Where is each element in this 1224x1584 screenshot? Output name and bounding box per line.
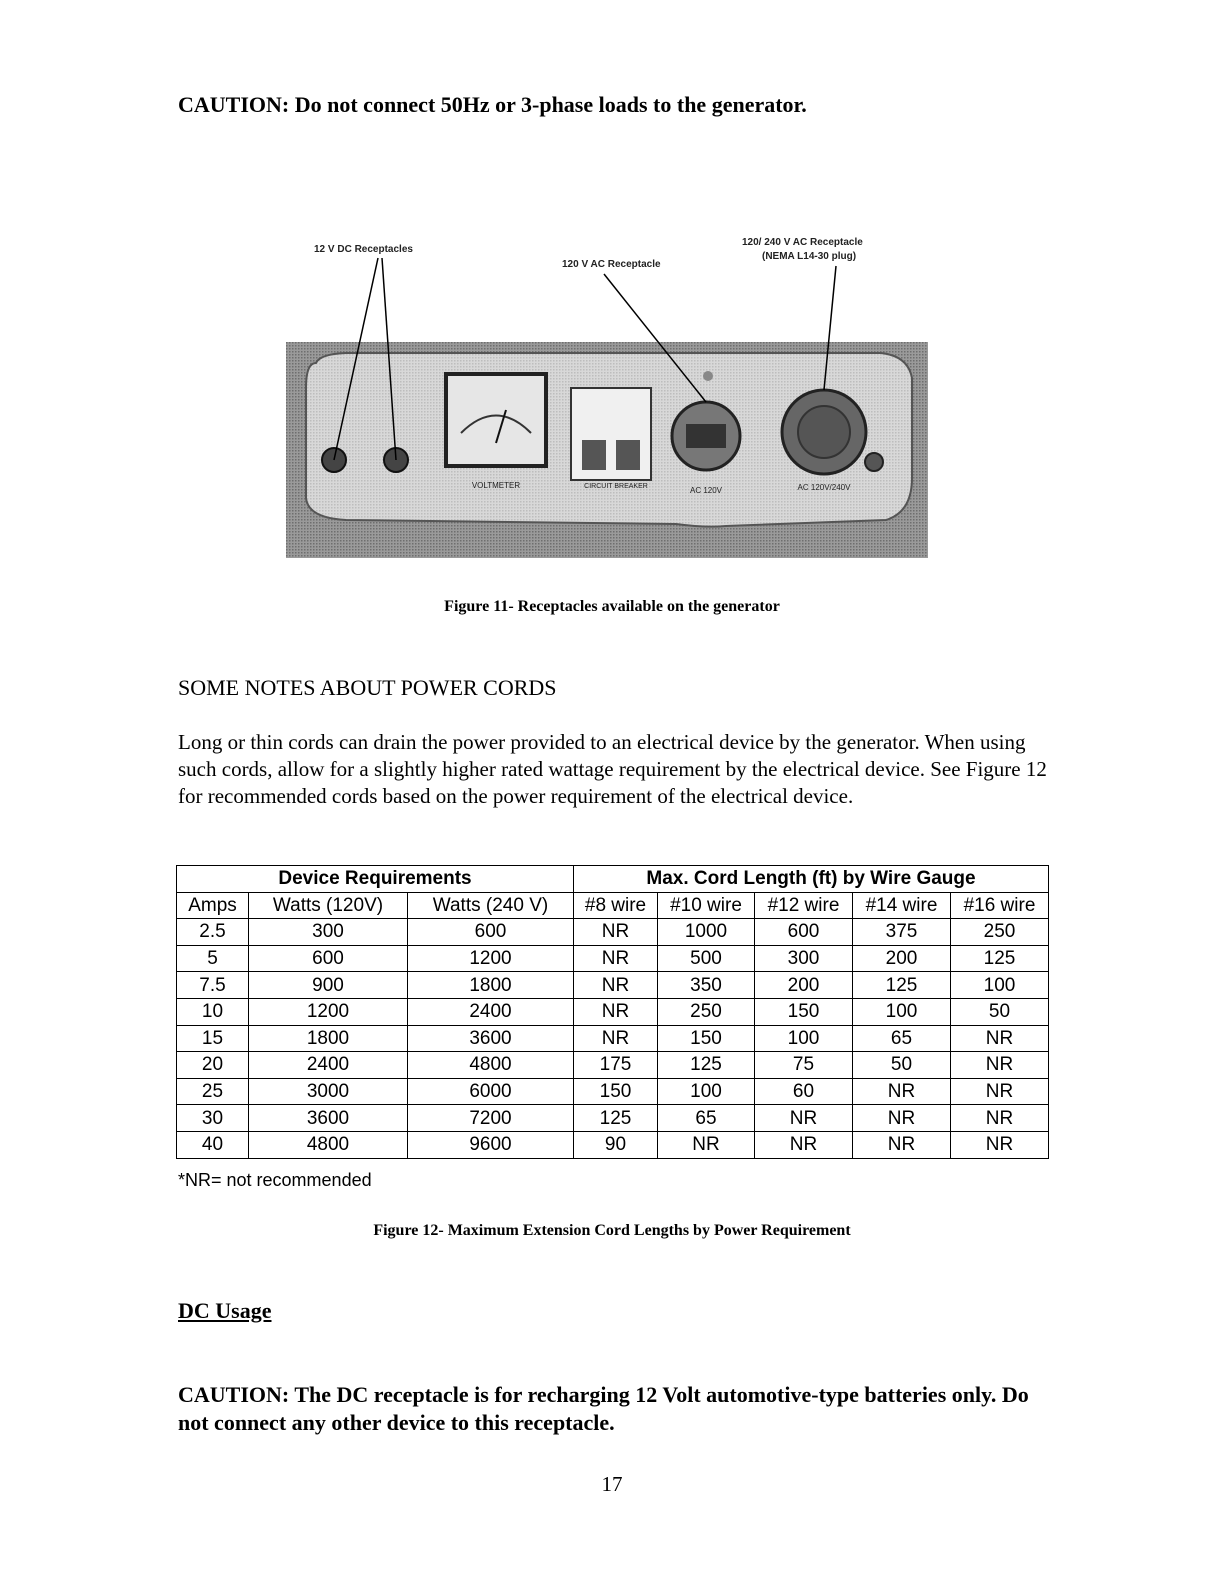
- table-cell: 100: [755, 1025, 853, 1052]
- table-cell: 300: [755, 945, 853, 972]
- table-cell: 90: [574, 1131, 658, 1158]
- table-cell: 6000: [408, 1078, 574, 1105]
- table-cell: 65: [658, 1105, 755, 1132]
- table-cell: NR: [574, 919, 658, 946]
- cord-length-table: [176, 865, 1049, 1159]
- table-cell: 3600: [249, 1105, 408, 1132]
- table-cell: 30: [177, 1105, 249, 1132]
- table-cell: 5: [177, 945, 249, 972]
- table-cell: 7.5: [177, 972, 249, 999]
- table-row: [177, 1105, 1049, 1132]
- table-cell: 10: [177, 998, 249, 1025]
- table-cell: 4800: [408, 1052, 574, 1079]
- table-cell: 1200: [408, 945, 574, 972]
- column-header: #16 wire: [951, 892, 1049, 919]
- table-cell: 175: [574, 1052, 658, 1079]
- table-cell: NR: [574, 972, 658, 999]
- table-cell: 7200: [408, 1105, 574, 1132]
- table-cell: 375: [853, 919, 951, 946]
- table-cell: 100: [853, 998, 951, 1025]
- table-row: [177, 945, 1049, 972]
- group-header-cord-length: Max. Cord Length (ft) by Wire Gauge: [574, 866, 1049, 893]
- table-cell: 250: [658, 998, 755, 1025]
- table-cell: 50: [951, 998, 1049, 1025]
- callout-240v-ac-line1: 120/ 240 V AC Receptacle: [742, 237, 863, 248]
- table-cell: 4800: [249, 1131, 408, 1158]
- table-cell: 65: [853, 1025, 951, 1052]
- table-cell: 25: [177, 1078, 249, 1105]
- table-cell: 150: [755, 998, 853, 1025]
- group-header-device: Device Requirements: [177, 866, 574, 893]
- table-cell: 100: [658, 1078, 755, 1105]
- table-cell: 1800: [249, 1025, 408, 1052]
- table-cell: 125: [574, 1105, 658, 1132]
- table-cell: 60: [755, 1078, 853, 1105]
- figure-12-caption: Figure 12- Maximum Extension Cord Lengths by Power Requirement: [373, 1222, 851, 1239]
- column-header: Amps: [177, 892, 249, 919]
- table-cell: 2.5: [177, 919, 249, 946]
- table-cell: 1800: [408, 972, 574, 999]
- generator-panel-figure: [286, 228, 928, 558]
- caution-top: CAUTION: Do not connect 50Hz or 3-phase loads to the generator.: [178, 92, 807, 117]
- table-cell: 600: [408, 919, 574, 946]
- table-cell: 200: [853, 945, 951, 972]
- table-cell: NR: [574, 1025, 658, 1052]
- table-row: [177, 919, 1049, 946]
- table-cell: 1000: [658, 919, 755, 946]
- voltmeter-label: VOLTMETER: [471, 481, 521, 490]
- table-cell: 2400: [408, 998, 574, 1025]
- breaker-label: CIRCUIT BREAKER: [584, 483, 648, 490]
- table-cell: 125: [951, 945, 1049, 972]
- table-cell: NR: [951, 1131, 1049, 1158]
- table-row: [177, 1052, 1049, 1079]
- table-cell: 40: [177, 1131, 249, 1158]
- ac240-label: AC 120V/240V: [797, 483, 851, 492]
- table-cell: 15: [177, 1025, 249, 1052]
- table-cell: NR: [853, 1105, 951, 1132]
- dc-usage-heading: DC Usage: [178, 1298, 272, 1323]
- ac120-label: AC 120V: [689, 486, 723, 495]
- figure-11-caption: Figure 11- Receptacles available on the generator: [444, 598, 780, 615]
- table-cell: 9600: [408, 1131, 574, 1158]
- table-cell: NR: [574, 945, 658, 972]
- table-cell: 1200: [249, 998, 408, 1025]
- table-row: [177, 998, 1049, 1025]
- table-cell: NR: [951, 1025, 1049, 1052]
- callout-240v-ac-line2: (NEMA L14-30 plug): [762, 251, 857, 262]
- table-cell: NR: [951, 1052, 1049, 1079]
- table-cell: NR: [951, 1105, 1049, 1132]
- column-header: #10 wire: [658, 892, 755, 919]
- table-cell: 2400: [249, 1052, 408, 1079]
- table-row: [177, 1078, 1049, 1105]
- table-cell: 150: [658, 1025, 755, 1052]
- table-cell: NR: [853, 1131, 951, 1158]
- table-cell: 100: [951, 972, 1049, 999]
- table-cell: 75: [755, 1052, 853, 1079]
- table-cell: 350: [658, 972, 755, 999]
- table-cell: 125: [853, 972, 951, 999]
- table-cell: 3000: [249, 1078, 408, 1105]
- table-body: [177, 919, 1049, 1158]
- table-cell: 20: [177, 1052, 249, 1079]
- nr-footnote: *NR= not recommended: [178, 1170, 372, 1190]
- notes-paragraph: Long or thin cords can drain the power provided to an electrical device by the generator. When using such cords, allow for a slightly higher rated wattage requirement by the electrical device. See Figure 12 for recommended cords based on the power requirement of the electrical device.: [178, 730, 1047, 808]
- caution-bottom: CAUTION: The DC receptacle is for recharging 12 Volt automotive-type batteries only. Do not connect any other device to this receptacle.: [178, 1382, 1029, 1435]
- table-cell: 250: [951, 919, 1049, 946]
- notes-heading: SOME NOTES ABOUT POWER CORDS: [178, 675, 557, 700]
- table-row: [177, 1025, 1049, 1052]
- column-header: #14 wire: [853, 892, 951, 919]
- page-number: 17: [601, 1472, 623, 1496]
- column-header: #8 wire: [574, 892, 658, 919]
- table-cell: NR: [853, 1078, 951, 1105]
- table-cell: 3600: [408, 1025, 574, 1052]
- table-cell: 200: [755, 972, 853, 999]
- column-header: Watts (240 V): [408, 892, 574, 919]
- table-cell: 300: [249, 919, 408, 946]
- callout-120v-ac: 120 V AC Receptacle: [562, 259, 661, 270]
- table-cell: NR: [755, 1131, 853, 1158]
- table-cell: NR: [755, 1105, 853, 1132]
- table-cell: NR: [658, 1131, 755, 1158]
- table-row: [177, 1131, 1049, 1158]
- table-cell: 125: [658, 1052, 755, 1079]
- table-cell: 600: [249, 945, 408, 972]
- column-header: Watts (120V): [249, 892, 408, 919]
- table-cell: 600: [755, 919, 853, 946]
- table-cell: 150: [574, 1078, 658, 1105]
- column-header: #12 wire: [755, 892, 853, 919]
- callout-dc-receptacles: 12 V DC Receptacles: [314, 244, 413, 255]
- table-cell: 500: [658, 945, 755, 972]
- voltmeter-icon: [446, 374, 546, 466]
- table-cell: 50: [853, 1052, 951, 1079]
- table-cell: 900: [249, 972, 408, 999]
- column-header-row: [177, 892, 1049, 919]
- table-cell: NR: [951, 1078, 1049, 1105]
- table-cell: NR: [574, 998, 658, 1025]
- table-row: [177, 972, 1049, 999]
